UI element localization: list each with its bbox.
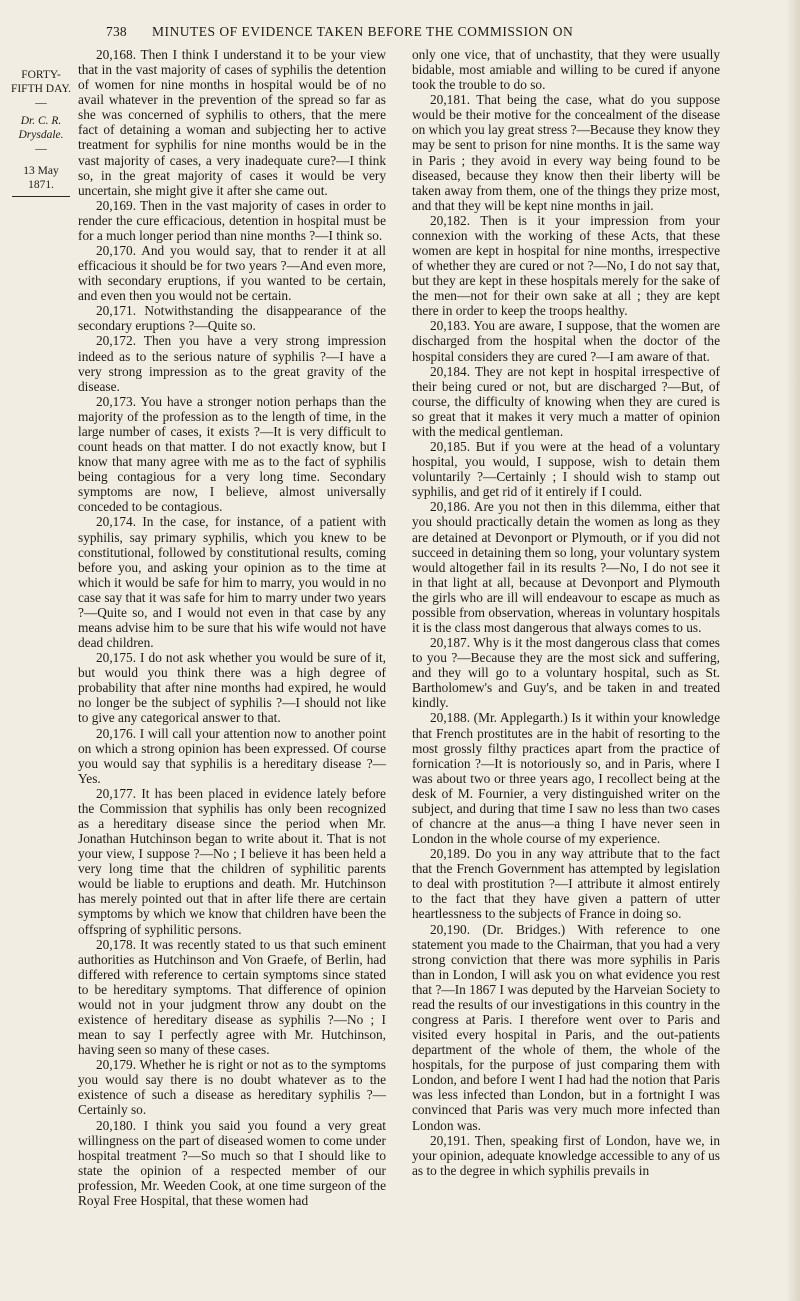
page-number: 738	[106, 24, 127, 39]
paragraph: 20,173. You have a stronger notion perhaps than the majority of the profession as to the length of time, in the large number of cases, it exists ?—It is very difficult to count heads on that matter. I do not exactly know, but I know that many agree with me as to the fact of syphilis being contagious for a very long time. Secondary symptoms are now, I believe, almost universally conceded to be contagious.	[78, 393, 386, 515]
left-column	[78, 47, 386, 1208]
margin-dash: —	[35, 97, 47, 109]
paragraph: 20,182. Then is it your impression from your connexion with the working of these Acts, that these women are kept in hospital for nine months, irrespective of whether they are cured or not ?—No, I do not say that, but they are kept in these hospitals merely for the sake of the men—not for their own sake at all ; they are kept there in order to keep the troops healthy.	[412, 212, 720, 319]
paragraph: 20,179. Whether he is right or not as to the symptoms you would say there is no doubt whatever as to the existence of such a disease as hereditary syphilis ?—Certainly so.	[78, 1057, 386, 1118]
margin-rule	[12, 196, 70, 197]
paragraph: 20,170. And you would say, that to render it at all efficacious it should be for two years ?—And even more, with secondary eruptions, if you wanted to be certain, and even then you would not be certain.	[78, 243, 386, 304]
paragraph: 20,176. I will call your attention now to another point on which a strong opinion has been expressed. Of course you would say that syphilis is a hereditary disease ?—Yes.	[78, 725, 386, 786]
session-date: 13 May 1871.	[23, 165, 59, 191]
margin-note	[10, 68, 72, 197]
running-head	[0, 20, 800, 44]
running-title: MINUTES OF EVIDENCE TAKEN BEFORE THE COMMISSION ON	[152, 24, 574, 39]
paragraph: 20,175. I do not ask whether you would be sure of it, but would you think there was a high degree of probability that after nine months had expired, he would no longer be the subject of syphilis ?—I should not like to give any categorical answer to that.	[78, 650, 386, 726]
paragraph: 20,177. It has been placed in evidence lately before the Commission that syphilis has only been recognized as a hereditary disease since the period when Mr. Jonathan Hutchinson began to write about it. That is not your view, I suppose ?—No ; I believe it has been held a very long time that the children of syphilitic parents would be liable to eruptions and death. Mr. Hutchinson has merely pointed out that in after life there are certain symptoms by which we know that children have been the offspring of syphilitic persons.	[78, 785, 386, 937]
page-edge-shadow	[786, 0, 800, 1301]
paragraph: 20,188. (Mr. Applegarth.) Is it within your knowledge that French prostitutes are in the habit of resorting to the most grossly filthy practices apart from the practice of fornication ?—It is notoriously so, and in Paris, where I was about two or three years ago, I recollect being at the desk of M. Fournier, a very distinguished writer on the subject, and during that time I saw no less than two cases of chancre at the anus—a thing I have never seen in London in the whole course of my experience.	[412, 710, 720, 847]
paragraph: 20,180. I think you said you found a very great willingness on the part of diseased women to come under hospital treatment ?—So much so that I should like to state the opinion of a respected member of our profession, Mr. Weeden Cook, at one time surgeon of the Royal Free Hospital, that these women had	[78, 1117, 386, 1208]
paragraph: 20,172. Then you have a very strong impression indeed as to the serious nature of syphilis ?—I have a very strong impression as to the great gravity of the disease.	[78, 333, 386, 394]
paragraph: 20,185. But if you were at the head of a voluntary hospital, you would, I suppose, wish to detain them voluntarily ?—Certainly ; I should wish to stamp out syphilis, and get rid of it entirely if I could.	[412, 439, 720, 500]
paragraph: 20,190. (Dr. Bridges.) With reference to one statement you made to the Chairman, that you had a very strong conviction that there was more syphilis in Paris than in London, I will ask you on what evidence you rest that ?—In 1867 I was deputed by the Harveian Society to read the results of our investigations in this country in the congress at Paris. I therefore went over to Paris and visited every hospital in Paris, and the out-patients department of the whole of them, the whole of the hospitals, for the purpose of just comparing them with London, and before I went I had had the notion that Paris was less infected than London, but in a fortnight I was convinced that Paris was very much more infected than London was.	[412, 921, 720, 1133]
witness-name: Dr. C. R. Drysdale.	[18, 115, 64, 141]
session-day: FORTY- FIFTH DAY.	[10, 69, 72, 95]
paragraph: 20,191. Then, speaking first of London, have we, in your opinion, adequate knowledge accessible to any of us as to the degree in which syphilis prevails in	[412, 1132, 720, 1178]
right-column	[412, 47, 720, 1178]
margin-dash-2: —	[35, 143, 47, 155]
paragraph: 20,186. Are you not then in this dilemma, either that you should practically detain the women as long as they are detained at Devonport or Plymouth, or if you did not succeed in detaining them so long, your voluntary system would altogether fail in its results ?—No, I do not see it in that light at all, because at Devonport and Plymouth the girls who are ill will endeavour to escape as much as possible from observation, whereas in voluntary hospitals it is the class most dangerous that always comes to us.	[412, 499, 720, 635]
paragraph: 20,181. That being the case, what do you suppose would be their motive for the concealment of the disease on which you lay great stress ?—Because they know they may be sent to prison for nine months. It is the same way in Paris ; they avoid in every way being found to be diseased, because they know then their liberty will be taken away from them, one of the things they prize most, and that they will be kept nine months in jail.	[412, 92, 720, 213]
paragraph: 20,189. Do you in any way attribute that to the fact that the French Government has attempted by legislation to deal with prostitution ?—I attribute it almost entirely to the fact that they have given a pattern of utter heartlessness to the subjects of France in doing so.	[412, 846, 720, 922]
paragraph: 20,184. They are not kept in hospital irrespective of their being cured or not, but are discharged ?—But, of course, the difficulty of knowing when they are cured is so great that it makes it very much a matter of opinion with the medical gentleman.	[412, 363, 720, 439]
paragraph: 20,174. In the case, for instance, of a patient with syphilis, say primary syphilis, which you knew to be constitutional, followed by constitutional results, coming before you, and asking your opinion as to the time at which it would be safe for him to marry, you would in no case say that it was safe for him to marry under two years ?—Quite so, and I would not even in that case by any means advise him to be sure that his wife would not have dead children.	[78, 514, 386, 651]
paragraph: 20,168. Then I think I understand it to be your view that in the vast majority of cases of syphilis the detention of women for nine months in hospital would be of no avail whatever in the prevention of the spread so far as she was concerned of syphilis to others, that the mere fact of detaining a woman and subjecting her to active treatment for syphilis for nine months would be in the vast majority of cases, a very inadequate cure?—I think so, in the great majority of cases it would be very uncertain, she might give it after she came out.	[78, 47, 386, 198]
paragraph-continued: only one vice, that of unchastity, that they were usually bidable, most amiable and willing to be cured if anyone took the trouble to do so.	[412, 47, 720, 93]
paragraph: 20,171. Notwithstanding the disappearance of the secondary eruptions ?—Quite so.	[78, 303, 386, 334]
paragraph: 20,169. Then in the vast majority of cases in order to render the cure efficacious, detention in hospital must be for a much longer period than nine months ?—I think so.	[78, 197, 386, 243]
paragraph: 20,183. You are aware, I suppose, that the women are discharged from the hospital when the doctor of the hospital considers they are cured ?—I am aware of that.	[412, 318, 720, 364]
paragraph: 20,187. Why is it the most dangerous class that comes to you ?—Because they are the most sick and suffering, and they will go to a voluntary hospital, such as St. Bartholomew's and Guy's, and be taken in and treated kindly.	[412, 635, 720, 711]
paragraph: 20,178. It was recently stated to us that such eminent authorities as Hutchinson and Von Graefe, of Berlin, had differed with reference to certain symptoms since stated to be hereditary symptoms. That difference of opinion would not in your judgment throw any doubt on the existence of hereditary disease as syphilis ?—No ; I mean to say I perfectly agree with Mr. Hutchinson, having seen so many of these cases.	[78, 936, 386, 1058]
